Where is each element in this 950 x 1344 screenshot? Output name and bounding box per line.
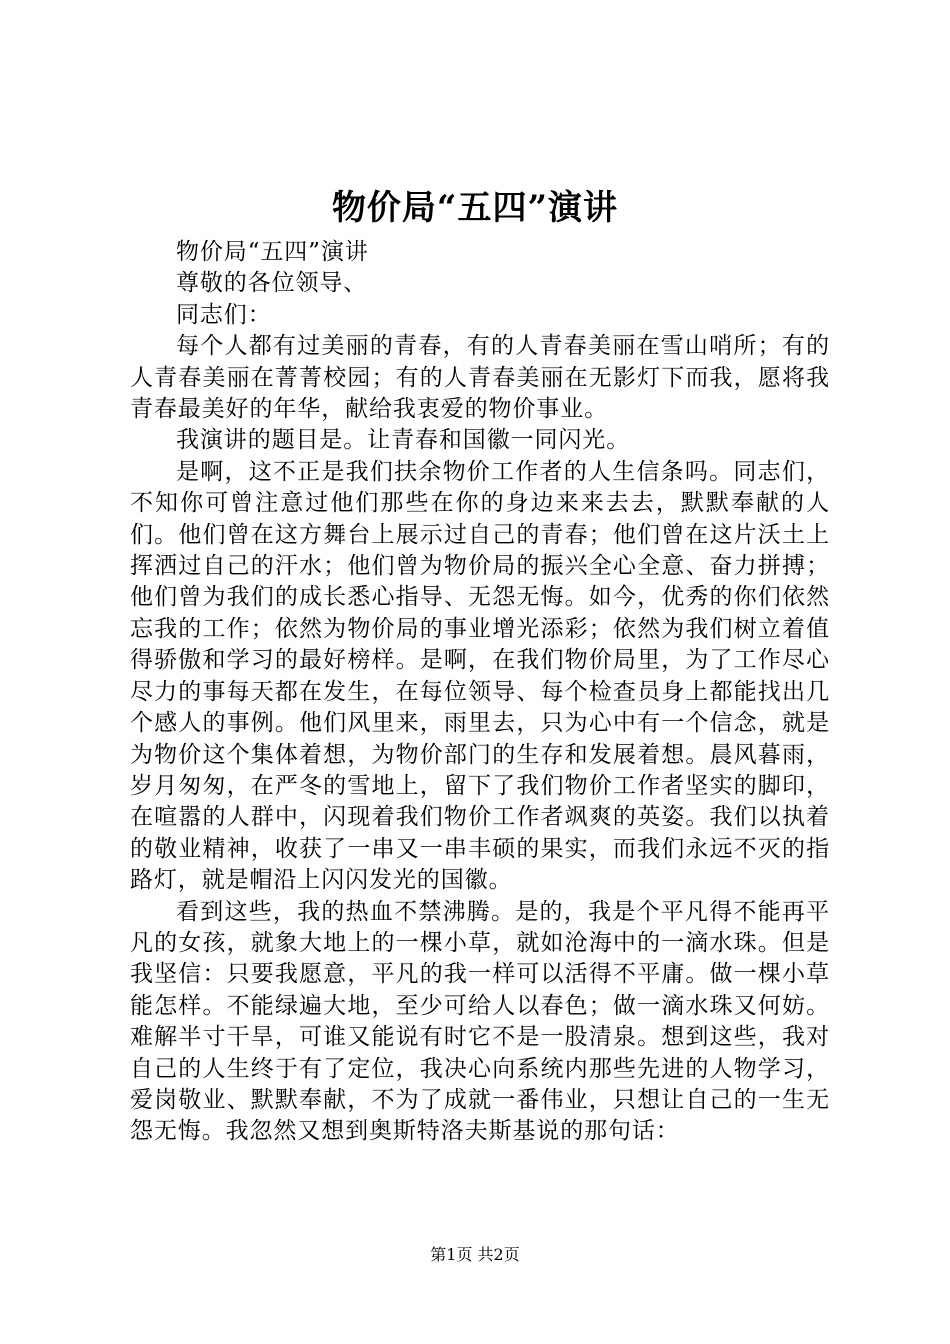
paragraph: 我演讲的题目是。让青春和国徽一同闪光。 xyxy=(176,427,631,454)
paragraph: 尊敬的各位领导、 xyxy=(176,270,368,297)
paragraph: 物价局“五四”演讲 xyxy=(176,239,369,265)
page-footer: 第1页 共2页 xyxy=(430,1245,520,1264)
paragraph: 每个人都有过美丽的青春，有的人青春美丽在雪山哨所；有的人青春美丽在菁菁校园；有的人青春美丽在无影灯下而我，愿将我青春最美好的年华，献给我衷爱的物价事业。 xyxy=(130,333,830,423)
paragraph: 同志们： xyxy=(176,301,272,328)
paragraph: 是啊，这不正是我们扶余物价工作者的人生信条吗。同志们，不知你可曾注意过他们那些在你的身边来来去去，默默奉献的人们。他们曾在这方舞台上展示过自己的青春；他们曾在这片沃土上挥洒过自己的汗水；他们曾为物价局的振兴全心全意、奋力拼搏；他们曾为我们的成长悉心指导、无怨无悔。如今，优秀的你们依然忘我的工作；依然为物价局的事业增光添彩；依然为我们树立着值得骄傲和学习的最好榜样。是啊，在我们物价局里，为了工作尽心尽力的事每天都在发生，在每位领导、每个检查员身上都能找出几个感人的事例。他们风里来，雨里去，只为心中有一个信念，就是为物价这个集体着想，为物价部门的生存和发展着想。晨风暮雨，岁月匆匆，在严冬的雪地上，留下了我们物价工作者坚实的脚印，在喧嚣的人群中，闪现着我们物价工作者飒爽的英姿。我们以执着的敬业精神，收获了一串又一串丰硕的果实，而我们永远不灭的指路灯，就是帽沿上闪闪发光的国徽。 xyxy=(130,458,830,894)
paragraph: 看到这些，我的热血不禁沸腾。是的，我是个平凡得不能再平凡的女孩，就象大地上的一棵小草，就如沧海中的一滴水珠。但是我坚信：只要我愿意，平凡的我一样可以活得不平庸。做一棵小草能怎样。不能绿遍大地，至少可给人以春色；做一滴水珠又何妨。难解半寸干旱，可谁又能说有时它不是一股清泉。想到这些，我对自己的人生终于有了定位，我决心向系统内那些先进的人物学习，爱岗敬业、默默奉献，不为了成就一番伟业，只想让自己的一生无怨无悔。我忽然又想到奥斯特洛夫斯基说的那句话： xyxy=(130,898,830,1145)
document-title: 物价局“五四”演讲 xyxy=(331,188,619,228)
document-body xyxy=(130,237,830,1148)
